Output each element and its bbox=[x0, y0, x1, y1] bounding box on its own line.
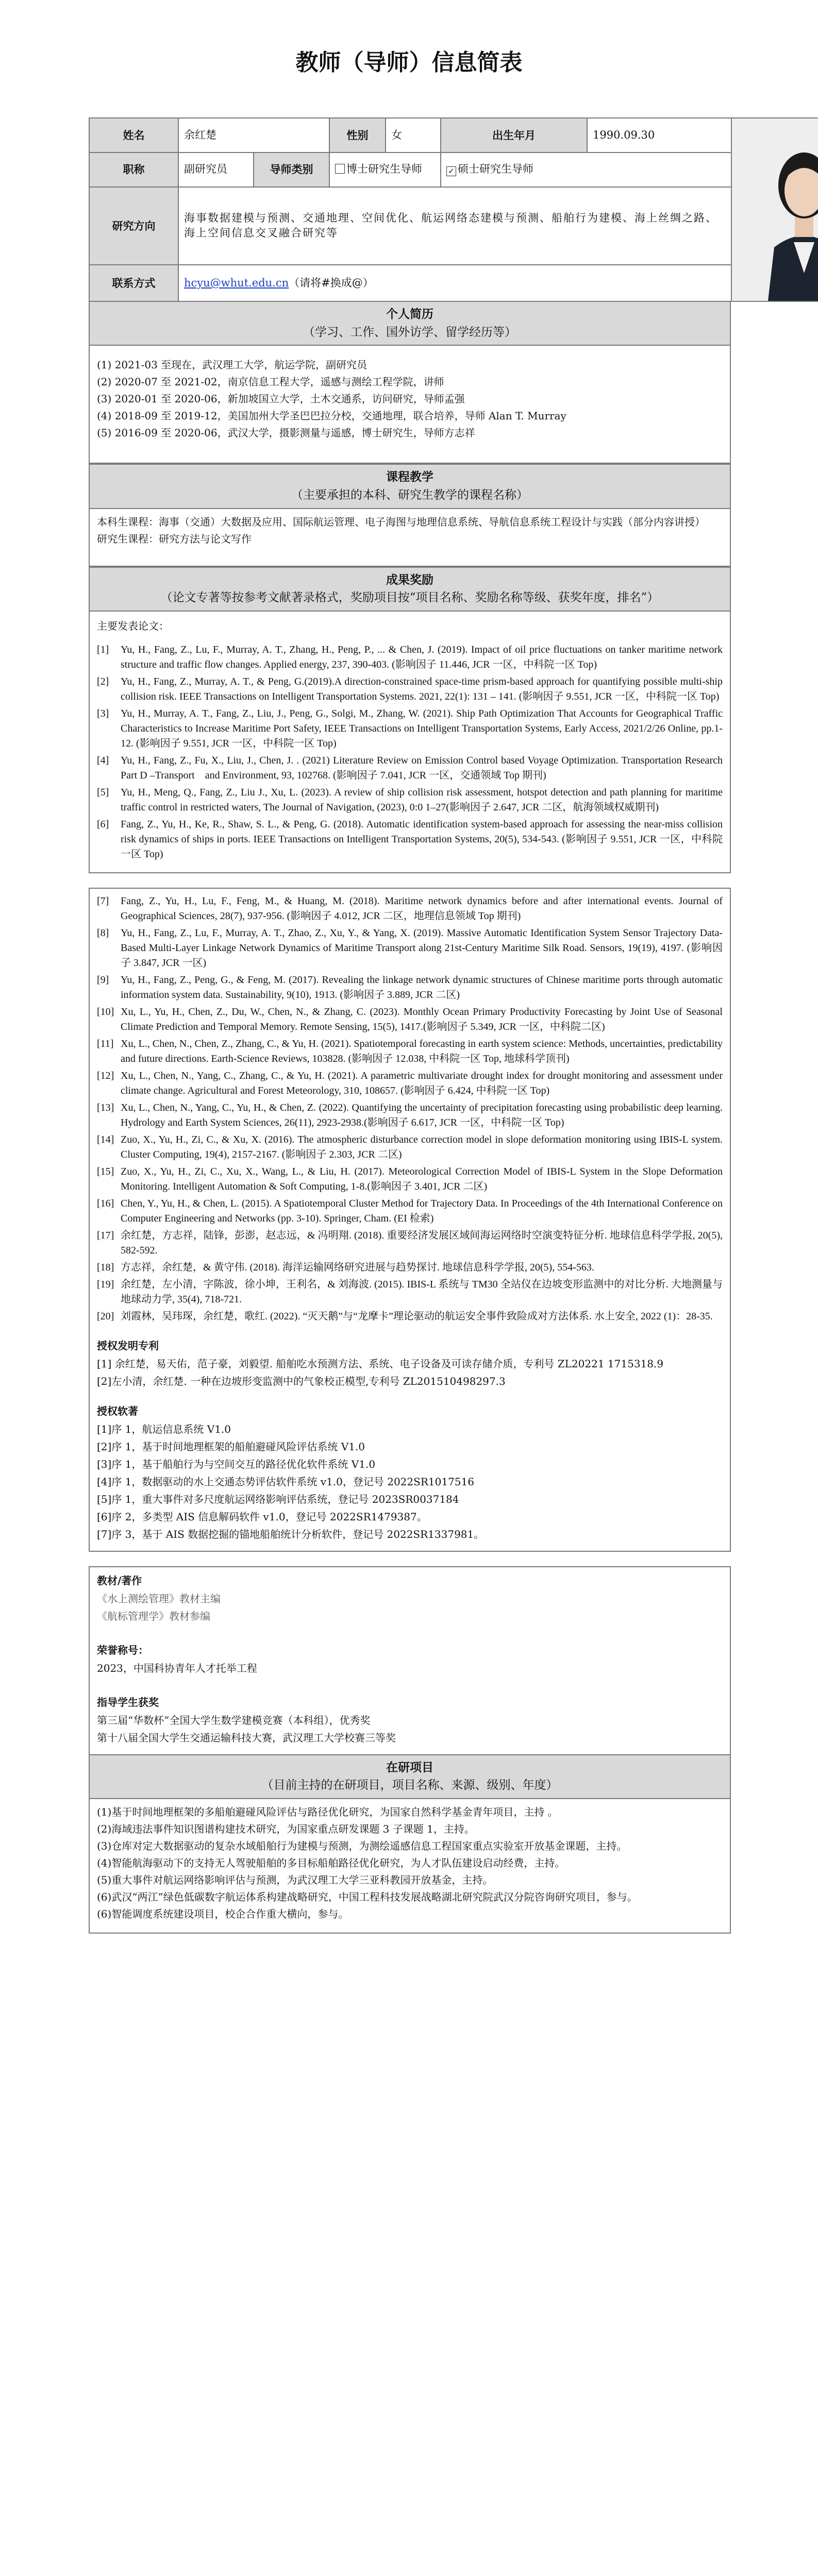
project-item: (6)武汉“两江”绿色低碳数字航运体系构建战略研究，中国工程科技发展战略湖北研究院武汉分院咨询研究项目，参与。 bbox=[97, 1891, 638, 1904]
reference-text: Yu, H., Fang, Z., Murray, A. T., & Peng, G.(2019).A direction-constrained space-time prism-based approach for quantifying possible multi-ship collision risk. IEEE Transactions on Intelligent Transportation Systems. 2021, 22(1): 131 – 141. (影响因子 9.551, JCR 一区，中科院一区 Top) bbox=[121, 675, 723, 702]
reference-text: Xu, L., Chen, N., Yang, C., Yu, H., & Chen, Z. (2022). Quantifying the uncertainty of precipitation forecasting using probabilistic deep learning. Hydrology and Earth System Sciences, 26(11), 2923-2938.(影响因子 6.617, JCR 一区，中科院一区 Top) bbox=[121, 1101, 723, 1128]
reference-list-a bbox=[97, 642, 723, 862]
reference-text: Yu, H., Fang, Z., Lu, F., Murray, A. T., Zhang, H., Peng, P., ... & Chen, J. (2019). Impact of oil price fluctuations on tanker maritime network structure and traffic flow changes. Applied energy, 237, 390-403. (影响因子 11.446, JCR 一区，中科院一区 Top) bbox=[121, 643, 723, 670]
reference-item bbox=[97, 1069, 723, 1098]
resume-body bbox=[90, 346, 730, 463]
project-item: (4)智能航海驱动下的支持无人驾驶船舶的多目标船舶路径优化研究，为人才队伍建设启动经费，主持。 bbox=[97, 1857, 565, 1870]
reference-text: 余红楚，方志祥，陆锋，彭澎，赵志远，& 冯明翔. (2018). 重要经济发展区域间海运网络时空演变特征分析. 地球信息科学学报, 20(5), 582-592. bbox=[121, 1229, 723, 1256]
projects-heading: 在研项目 bbox=[386, 1760, 433, 1774]
supervisor-label: 导师类别 bbox=[254, 152, 329, 187]
software-item: [7]序 3，基于 AIS 数据挖掘的锚地船舶统计分析软件，登记号 2022SR1337981。 bbox=[97, 1528, 485, 1540]
honor-item: 2023，中国科协青年人才托举工程 bbox=[97, 1662, 257, 1674]
contact-label: 联系方式 bbox=[89, 265, 178, 301]
supervisor-option-master: ✓ 硕士研究生导师 bbox=[441, 152, 731, 187]
resume-heading: 个人简历 bbox=[386, 307, 433, 321]
reference-number: [13] bbox=[97, 1101, 114, 1113]
reference-number: [17] bbox=[97, 1229, 114, 1241]
project-item: (6)智能调度系统建设项目，校企合作重大横向，参与。 bbox=[97, 1908, 349, 1921]
resume-subheading: （学习、工作、国外访学、留学经历等） bbox=[303, 325, 516, 339]
project-item: (2)海域违法事件知识图谱构建技术研究，为国家重点研发课题 3 子课题 1，主持。 bbox=[97, 1823, 475, 1836]
papers-title: 主要发表论文： bbox=[97, 619, 169, 632]
reference-number: [11] bbox=[97, 1038, 114, 1049]
contact-value bbox=[178, 265, 731, 301]
textbook-item: 《航标管理学》教材参编 bbox=[97, 1609, 210, 1622]
reference-number: [7] bbox=[97, 895, 109, 907]
projects-subheading: （目前主持的在研项目，项目名称、来源、级别、年度） bbox=[261, 1778, 558, 1792]
teaching-body bbox=[90, 509, 730, 566]
software-item: [1]序 1，航运信息系统 V1.0 bbox=[97, 1422, 231, 1435]
birth-label: 出生年月 bbox=[441, 118, 587, 152]
reference-item bbox=[97, 674, 723, 704]
gender-value: 女 bbox=[386, 118, 441, 152]
profile-document bbox=[89, 117, 731, 1934]
reference-item bbox=[97, 642, 723, 672]
reference-text: 刘霞林，吴玮琛，余红楚，歌红. (2022). “灭天鹅”与“龙摩卡”理论驱动的航运安全事件致险成对方法体系. 水上安全, 2022 (1)：28-35. bbox=[121, 1310, 713, 1322]
master-checkbox[interactable]: ✓ bbox=[446, 166, 456, 176]
portrait-image bbox=[732, 118, 818, 301]
resume-item: (4) 2018-09 至 2019-12，美国加州大学圣巴巴拉分校，交通地理，联合培养，导师 Alan T. Murray bbox=[97, 410, 566, 422]
papers-block-a bbox=[90, 612, 730, 872]
invention-item: [1] 余红楚，易天佑，范子豪，刘毅望. 船舶吃水预测方法、系统、电子设备及可读存储介质，专利号 ZL20221 1715318.9 bbox=[97, 1357, 664, 1370]
page-title: 教师（导师）信息简表 bbox=[295, 49, 523, 76]
gender-label: 性别 bbox=[329, 118, 386, 152]
software-item: [3]序 1，基于船舶行为与空间交互的路径优化软件系统 V1.0 bbox=[97, 1458, 376, 1470]
reference-text: Xu, L., Chen, N., Yang, C., Zhang, C., & Yu, H. (2021). A parametric multivariate drought index for drought monitoring and assessment under climate change. Agricultural and Forest Meteorology, 310, 108657. (影响因子 6.424, 中科院一区 Top) bbox=[121, 1070, 723, 1096]
projects-section bbox=[89, 1755, 731, 1934]
project-item: (5)重大事件对航运网络影响评估与预测，为武汉理工大学三亚科教园开放基金，主持。 bbox=[97, 1874, 493, 1887]
reference-item bbox=[97, 785, 723, 815]
textbook-honor-block bbox=[89, 1566, 731, 1755]
invention-title: 授权发明专利 bbox=[97, 1339, 159, 1352]
reference-item bbox=[97, 817, 723, 862]
reference-number: [4] bbox=[97, 754, 109, 766]
reference-item bbox=[97, 1196, 723, 1226]
teaching-heading: 课程教学 bbox=[386, 470, 433, 484]
achievements-header bbox=[90, 568, 730, 612]
guide-item: 第三届“华数杯”全国大学生数学建模竞赛（本科组），优秀奖 bbox=[97, 1714, 371, 1726]
birth-value: 1990.09.30 bbox=[587, 118, 731, 152]
achievements-section bbox=[89, 567, 731, 873]
project-item: (3)仓库对定大数据驱动的复杂水域船舶行为建模与预测，为测绘遥感信息工程国家重点实验室开放基金课题，主持。 bbox=[97, 1840, 627, 1853]
research-label: 研究方向 bbox=[89, 187, 178, 265]
reference-number: [9] bbox=[97, 974, 109, 986]
reference-item bbox=[97, 1005, 723, 1035]
software-title: 授权软著 bbox=[97, 1404, 138, 1417]
teaching-header bbox=[90, 465, 730, 509]
invention-item: [2]左小清，余红楚. 一种在边坡形变监测中的气象校正模型,专利号 ZL201510498297.3 bbox=[97, 1375, 506, 1387]
reference-item bbox=[97, 1228, 723, 1258]
email-link[interactable]: hcyu@whut.edu.cn bbox=[184, 276, 289, 289]
guide-item: 第十八届全国大学生交通运输科技大赛，武汉理工大学校赛三等奖 bbox=[97, 1731, 396, 1744]
reference-item bbox=[97, 894, 723, 924]
project-item: (1)基于时间地理框架的多船舶避碰风险评估与路径优化研究，为国家自然科学基金青年项目，主持 。 bbox=[97, 1806, 558, 1819]
teaching-line: 研究生课程：研究方法与论文写作 bbox=[97, 532, 252, 545]
reference-list-b bbox=[97, 894, 723, 1324]
projects-header bbox=[90, 1755, 730, 1799]
textbook-item: 《水上测绘管理》教材主编 bbox=[97, 1592, 221, 1605]
reference-number: [5] bbox=[97, 786, 109, 798]
reference-item bbox=[97, 1100, 723, 1130]
reference-number: [12] bbox=[97, 1070, 114, 1081]
textbook-title: 教材/著作 bbox=[97, 1574, 142, 1587]
projects-body bbox=[90, 1799, 730, 1933]
reference-item bbox=[97, 973, 723, 1003]
resume-section bbox=[89, 302, 731, 464]
reference-number: [18] bbox=[97, 1261, 114, 1273]
reference-text: Zuo, X., Yu, H., Zi, C., Xu, X., Wang, L., & Liu, H. (2017). Meteorological Correction Model of IBIS-L System in the Slope Deformation Monitoring. Intelligent Automation & Soft Computing, 1-8.(影响因子 3.401, JCR 二区) bbox=[121, 1165, 723, 1192]
reference-text: 余红楚，左小清，字陈波，徐小坤，王利名，& 刘海波. (2015). IBIS-L 系统与 TM30 全站仪在边坡变形监测中的对比分析. 大地测量与地球动力学, 35(4), 718-721. bbox=[121, 1278, 723, 1305]
software-item: [6]序 2，多类型 AIS 信息解码软件 v1.0，登记号 2022SR1479387。 bbox=[97, 1510, 427, 1523]
reference-number: [16] bbox=[97, 1197, 114, 1209]
reference-number: [14] bbox=[97, 1133, 114, 1145]
resume-header bbox=[90, 302, 730, 346]
software-item: [4]序 1，数据驱动的水上交通态势评估软件系统 v1.0，登记号 2022SR1017516 bbox=[97, 1475, 474, 1488]
reference-text: Fang, Z., Yu, H., Ke, R., Shaw, S. L., & Peng, G. (2018). Automatic identification system-based approach for assessing the near-miss collision risk dynamics of ships in ports. IEEE Transactions on Intelligent Transportation Systems, 20(5), 534-543. (影响因子 9.551, JCR 一区，中科院一区 Top) bbox=[121, 818, 723, 860]
reference-item bbox=[97, 753, 723, 783]
software-item: [2]序 1，基于时间地理框架的船舶避碰风险评估系统 V1.0 bbox=[97, 1440, 365, 1453]
honor-title: 荣誉称号： bbox=[97, 1643, 148, 1656]
reference-number: [19] bbox=[97, 1278, 114, 1290]
reference-text: Yu, H., Fang, Z., Fu, X., Liu, J., Chen, J. . (2021) Literature Review on Emission Control based Voyage Optimization. Transportation Research Part D –Transport and Environment, 93, 102768. (影响因子 7.041, JCR 一区，交通领域 Top 期刊) bbox=[121, 754, 723, 781]
teaching-line: 本科生课程：海事（交通）大数据及应用、国际航运管理、电子海图与地理信息系统、导航信息系统工程设计与实践（部分内容讲授） bbox=[97, 515, 705, 528]
reference-item bbox=[97, 926, 723, 971]
reference-number: [6] bbox=[97, 818, 109, 830]
reference-text: Xu, L., Chen, N., Chen, Z., Zhang, C., & Yu, H. (2021). Spatiotemporal forecasting in earth system science: Methods, uncertainties, predictability and future directions. Earth-Science Reviews, 103828. (影响因子 12.038, 中科院一区 Top, 地球科学顶刊) bbox=[121, 1038, 723, 1064]
reference-number: [20] bbox=[97, 1310, 114, 1322]
name-value: 余红楚 bbox=[178, 118, 329, 152]
research-value: 海事数据建模与预测、交通地理、空间优化、航运网络态建模与预测、船舶行为建模、海上丝绸之路、海上空间信息交叉融合研究等 bbox=[178, 187, 731, 265]
reference-item bbox=[97, 706, 723, 751]
software-item: [5]序 1，重大事件对多尺度航运网络影响评估系统，登记号 2023SR0037184 bbox=[97, 1493, 459, 1505]
name-label: 姓名 bbox=[89, 118, 178, 152]
reference-number: [8] bbox=[97, 927, 109, 939]
reference-text: 方志祥，余红楚，& 黄守伟. (2018). 海洋运输网络研究进展与趋势探讨. 地球信息科学学报, 20(5), 554-563. bbox=[121, 1261, 594, 1273]
achievements-subheading: （论文专著等按参考文献著录格式，奖励项目按“项目名称、奖励名称等级、获奖年度，排名”） bbox=[160, 591, 659, 605]
reference-text: Yu, H., Meng, Q., Fang, Z., Liu J., Xu, L. (2023). A review of ship collision risk assessment, hotspot detection and path planning for maritime traffic control in restricted waters, The Journal of Navigation, (2023), 0:0 1–27(影响因子 2.647, JCR 二区，航海领域权威期刊) bbox=[121, 786, 723, 813]
reference-text: Yu, H., Fang, Z., Lu, F., Murray, A. T., Zhao, Z., Xu, Y., & Yang, X. (2019). Massive Automatic Identification System Sensor Trajectory Data-Based Multi-Layer Linkage Network Dynamics of Maritime Transport along 21st-Century Maritime Silk Road. Sensors, 19(19), 4197. (影响因子 3.847, JCR 一区) bbox=[121, 927, 723, 969]
title-value: 副研究员 bbox=[178, 152, 254, 187]
guide-title: 指导学生获奖 bbox=[97, 1696, 159, 1708]
email-note: （请将#换成@） bbox=[289, 276, 374, 289]
basic-info-table bbox=[89, 117, 818, 302]
resume-item: (5) 2016-09 至 2020-06，武汉大学，摄影测量与遥感，博士研究生，导师方志祥 bbox=[97, 427, 475, 439]
resume-item: (3) 2020-01 至 2020-06，新加坡国立大学，土木交通系，访问研究，导师孟强 bbox=[97, 393, 465, 405]
teaching-subheading: （主要承担的本科、研究生教学的课程名称） bbox=[291, 488, 528, 502]
title-label: 职称 bbox=[89, 152, 178, 187]
reference-number: [2] bbox=[97, 675, 109, 687]
reference-item bbox=[97, 1309, 723, 1324]
reference-text: Yu, H., Murray, A. T., Fang, Z., Liu, J., Peng, G., Solgi, M., Zhang, W. (2021). Ship Path Optimization That Accounts for Geographical Traffic Characteristics to Increase Maritime Port Safety, IEEE Transactions on Intelligent Transportation Systems, Early Access, 2021/2/26 Online, pp.1-12. (影响因子 9.551, JCR 一区，中科院一区 Top) bbox=[121, 707, 723, 749]
papers-block-b bbox=[89, 888, 731, 1552]
resume-item: (2) 2020-07 至 2021-02，南京信息工程大学，遥感与测绘工程学院，讲师 bbox=[97, 376, 444, 388]
reference-item bbox=[97, 1037, 723, 1066]
doctoral-checkbox[interactable] bbox=[335, 164, 345, 174]
reference-number: [3] bbox=[97, 707, 109, 719]
reference-number: [1] bbox=[97, 643, 109, 655]
supervisor-option-doctoral: 博士研究生导师 bbox=[329, 152, 441, 187]
reference-number: [15] bbox=[97, 1165, 114, 1177]
reference-text: Yu, H., Fang, Z., Peng, G., & Feng, M. (2017). Revealing the linkage network dynamic structures of Chinese maritime ports through automatic information system data. Sustainability, 9(10), 1913. (影响因子 3.889, JCR 二区) bbox=[121, 974, 723, 1001]
reference-item bbox=[97, 1132, 723, 1162]
reference-number: [10] bbox=[97, 1006, 114, 1018]
reference-text: Xu, L., Yu, H., Chen, Z., Du, W., Chen, N., & Zhang, C. (2023). Monthly Ocean Primary Productivity Forecasting by Joint Use of Seasonal Climate Prediction and Temporal Memory. Remote Sensing, 15(5), 1417.(影响因子 5.349, JCR 一区，中科院二区) bbox=[121, 1006, 723, 1032]
reference-item bbox=[97, 1164, 723, 1194]
reference-text: Fang, Z., Yu, H., Lu, F., Feng, M., & Huang, M. (2018). Maritime network dynamics before and after international events. Journal of Geographical Sciences, 28(7), 937-956. (影响因子 4.012, JCR 二区，地理信息领域 Top 期刊) bbox=[121, 895, 723, 922]
portrait-photo bbox=[731, 118, 818, 301]
reference-text: Chen, Y., Yu, H., & Chen, L. (2015). A Spatiotemporal Cluster Method for Trajectory Data. In Proceedings of the 4th International Conference on Computer Engineering and Networks (pp. 3-10). Springer, Cham. (EI 检索) bbox=[121, 1197, 723, 1224]
teaching-section bbox=[89, 464, 731, 566]
resume-item: (1) 2021-03 至现在，武汉理工大学，航运学院，副研究员 bbox=[97, 359, 368, 371]
reference-text: Zuo, X., Yu, H., Zi, C., & Xu, X. (2016). The atmospheric disturbance correction model in slope deformation monitoring using IBIS-L system. Cluster Computing, 19(4), 2157-2167. (影响因子 2.303, JCR 二区) bbox=[121, 1133, 723, 1160]
reference-item bbox=[97, 1260, 723, 1275]
reference-item bbox=[97, 1277, 723, 1307]
achievements-heading: 成果奖励 bbox=[386, 572, 433, 587]
